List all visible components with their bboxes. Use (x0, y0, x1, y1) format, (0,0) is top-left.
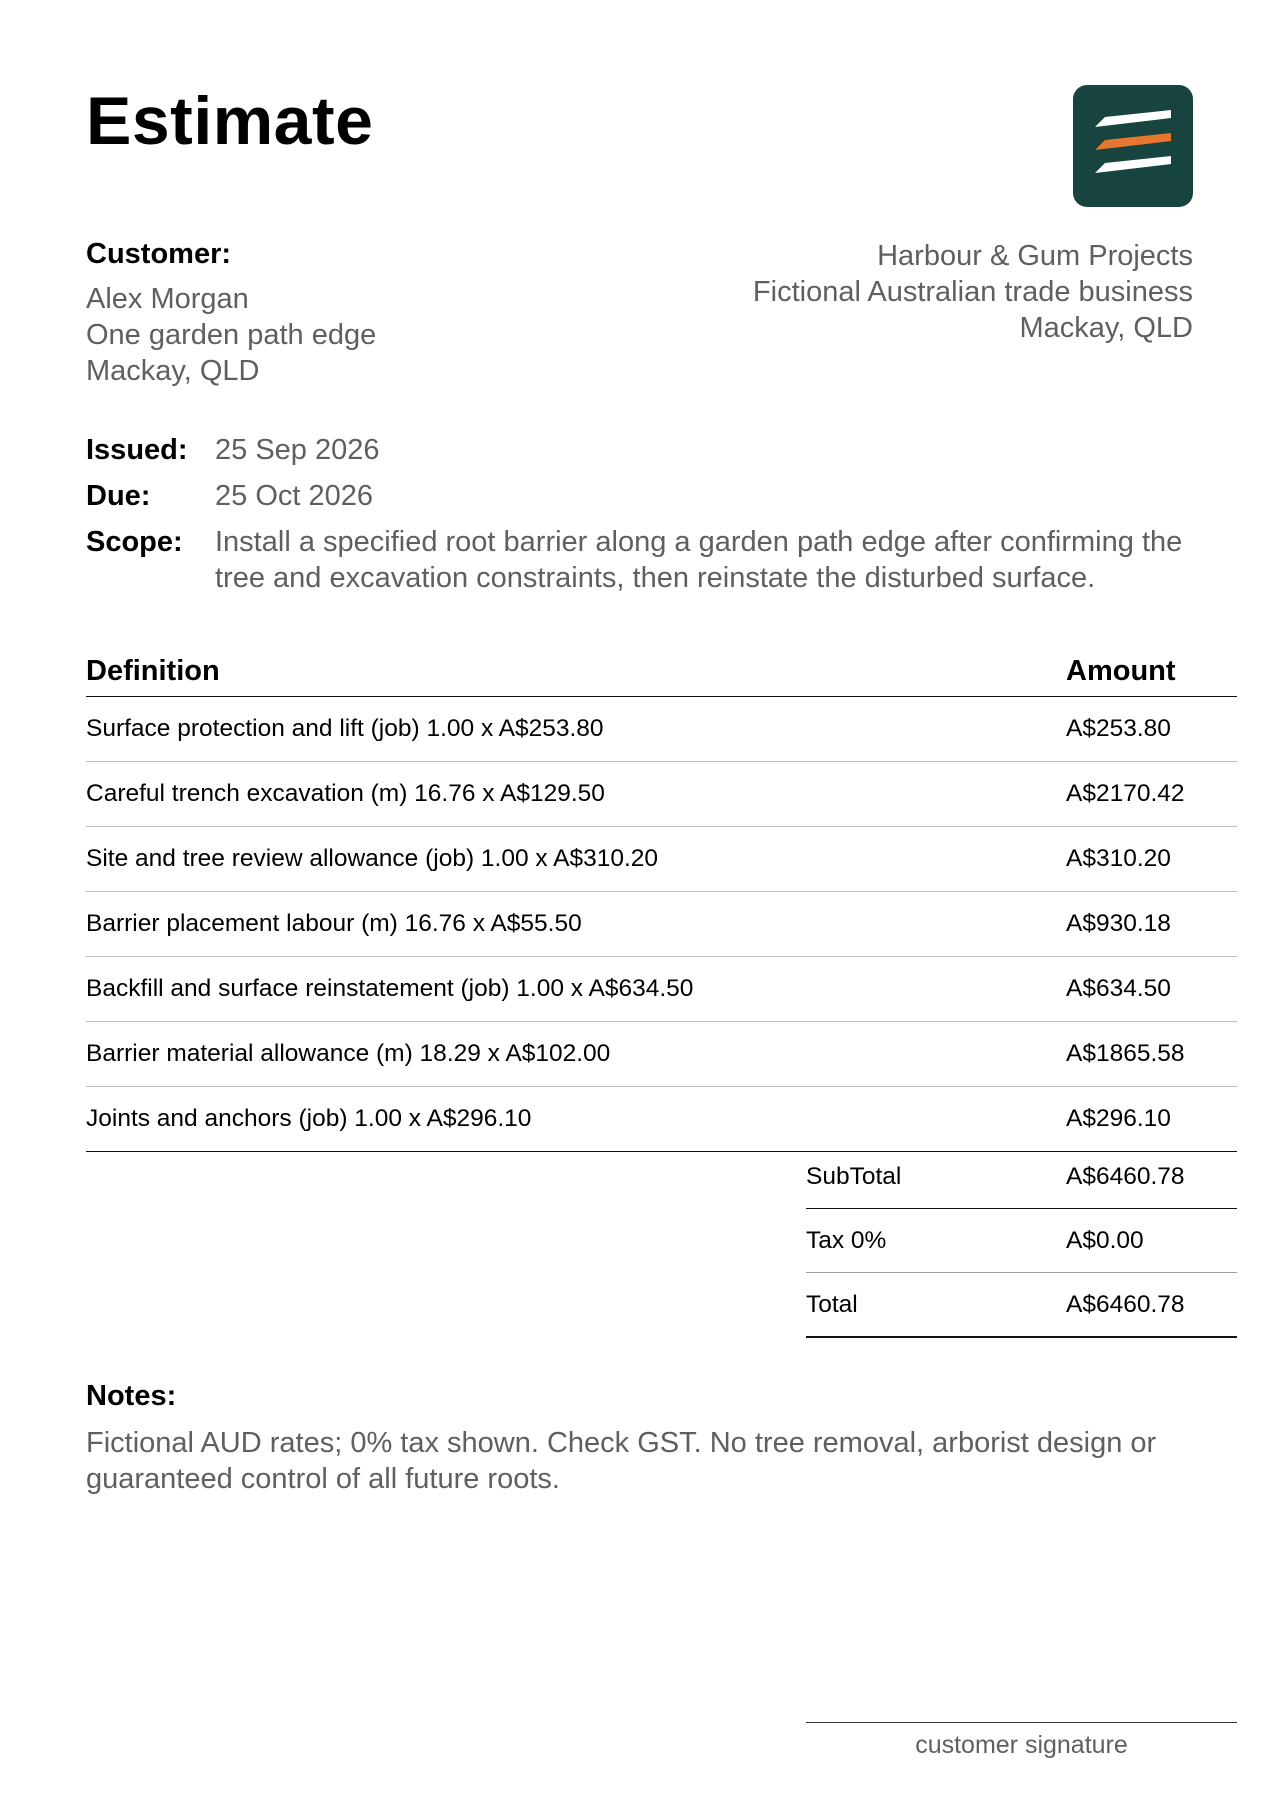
signature-line (806, 1722, 1237, 1723)
totals-table (806, 1145, 1237, 1338)
notes-label: Notes: (86, 1380, 177, 1412)
company-block (753, 238, 1193, 346)
scope-label: Scope: (86, 526, 183, 558)
tax-label: Tax 0% (806, 1209, 1066, 1273)
item-amount: A$1865.58 (1066, 1022, 1237, 1087)
definition-header: Definition (86, 655, 1066, 697)
company-logo (1073, 85, 1193, 207)
item-definition: Joints and anchors (job) 1.00 x A$296.10 (86, 1087, 1066, 1152)
line-items-table (86, 655, 1237, 1152)
table-header-row (86, 655, 1237, 697)
item-definition: Site and tree review allowance (job) 1.00 x A$310.20 (86, 827, 1066, 892)
tax-value: A$0.00 (1066, 1209, 1237, 1273)
issued-date: 25 Sep 2026 (215, 434, 380, 466)
table-row (86, 827, 1237, 892)
company-tagline: Fictional Australian trade business (752, 276, 1193, 308)
item-amount: A$253.80 (1066, 697, 1237, 762)
customer-address-line1: One garden path edge (86, 319, 377, 351)
item-amount: A$930.18 (1066, 892, 1237, 957)
table-row (86, 762, 1237, 827)
issued-label: Issued: (86, 434, 188, 466)
customer-block (86, 238, 376, 389)
tax-row (806, 1209, 1237, 1273)
subtotal-label: SubTotal (806, 1145, 1066, 1209)
table-row (86, 697, 1237, 762)
subtotal-row (806, 1145, 1237, 1209)
item-amount: A$2170.42 (1066, 762, 1237, 827)
customer-label: Customer: (86, 238, 232, 270)
notes-text: Fictional AUD rates; 0% tax shown. Check GST. No tree removal, arborist design or guaranteed control of all future roots. (86, 1427, 1157, 1495)
item-amount: A$634.50 (1066, 957, 1237, 1022)
estimate-meta (86, 432, 1226, 606)
company-name: Harbour & Gum Projects (877, 240, 1193, 272)
customer-name: Alex Morgan (86, 283, 249, 315)
due-label: Due: (86, 480, 151, 512)
item-definition: Careful trench excavation (m) 16.76 x A$129.50 (86, 762, 1066, 827)
total-label: Total (806, 1273, 1066, 1338)
table-row (86, 1022, 1237, 1087)
signature-label: customer signature (915, 1731, 1128, 1759)
amount-header: Amount (1066, 655, 1237, 697)
subtotal-value: A$6460.78 (1066, 1145, 1237, 1209)
item-amount: A$296.10 (1066, 1087, 1237, 1152)
company-location: Mackay, QLD (1019, 312, 1193, 344)
item-definition: Barrier placement labour (m) 16.76 x A$55.50 (86, 892, 1066, 957)
scope-text: Install a specified root barrier along a garden path edge after confirming the tree and excavation constraints, then reinstate the disturbed surface. (215, 526, 1183, 594)
table-row (86, 1087, 1237, 1152)
table-row (86, 957, 1237, 1022)
item-definition: Surface protection and lift (job) 1.00 x A$253.80 (86, 697, 1066, 762)
total-row (806, 1273, 1237, 1338)
item-definition: Backfill and surface reinstatement (job) 1.00 x A$634.50 (86, 957, 1066, 1022)
total-value: A$6460.78 (1066, 1273, 1237, 1338)
due-date: 25 Oct 2026 (215, 480, 373, 512)
notes-section (86, 1380, 1246, 1497)
document-title: Estimate (86, 83, 374, 159)
customer-address-line2: Mackay, QLD (86, 355, 260, 387)
item-amount: A$310.20 (1066, 827, 1237, 892)
item-definition: Barrier material allowance (m) 18.29 x A$102.00 (86, 1022, 1066, 1087)
table-row (86, 892, 1237, 957)
